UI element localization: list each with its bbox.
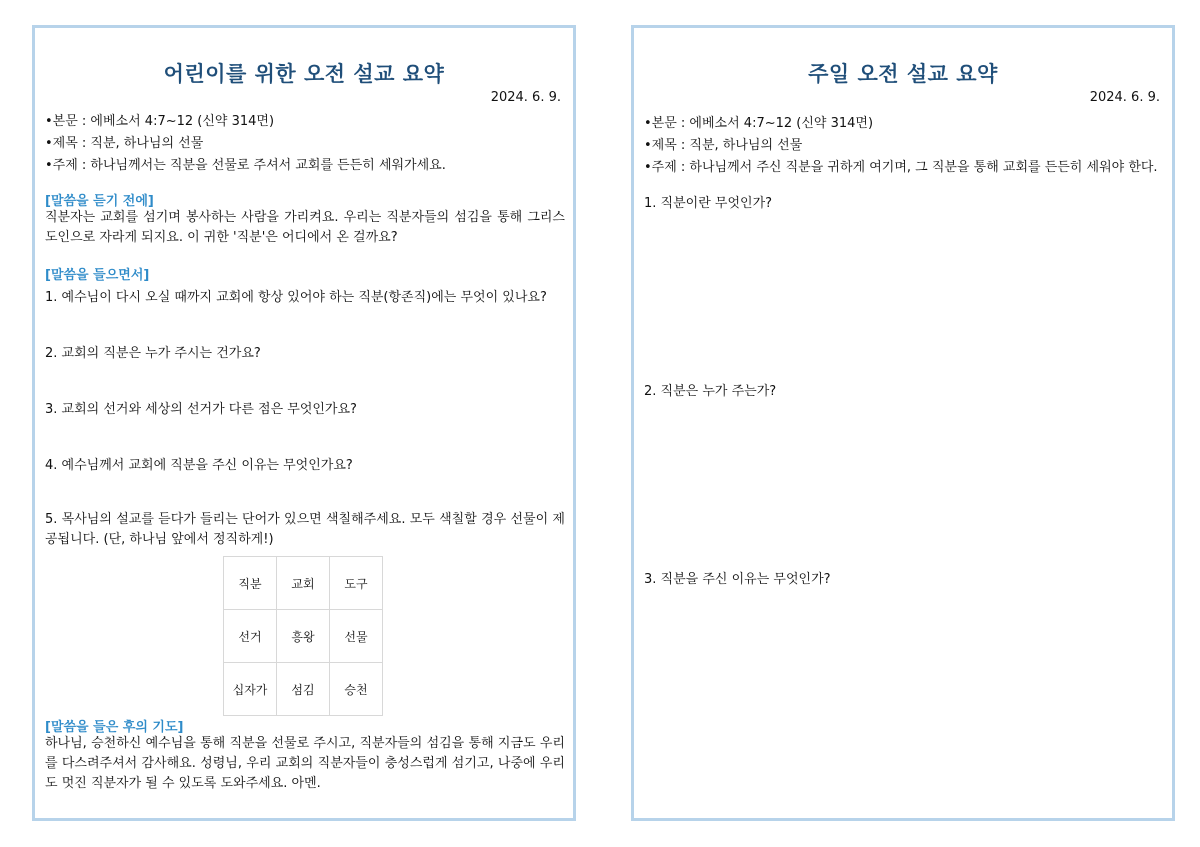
theme-line: •주제 : 하나님께서 주신 직분을 귀하게 여기며, 그 직분을 통해 교회를 든든히 세워야 한다. [644, 160, 1158, 175]
question-5: 5. 목사님의 설교를 듣다가 들리는 단어가 있으면 색칠해주세요. 모두 색칠할 경우 선물이 제공됩니다. (단, 하나님 앞에서 정직하게!) [45, 512, 565, 547]
scripture-line: •본문 : 에베소서 4:7~12 (신약 314면) [644, 116, 874, 131]
theme-line: •주제 : 하나님께서는 직분을 선물로 주셔서 교회를 든든히 세워가세요. [45, 158, 446, 173]
grid-cell[interactable]: 교회 [277, 557, 330, 610]
question-4: 4. 예수님께서 교회에 직분을 주신 이유는 무엇인가요? [45, 458, 353, 473]
sermon-date: 2024. 6. 9. [490, 90, 561, 105]
sermon-title-line: •제목 : 직분, 하나님의 선물 [45, 136, 204, 151]
question-2: 2. 교회의 직분은 누가 주시는 건가요? [45, 346, 261, 361]
question-2: 2. 직분은 누가 주는가? [644, 384, 777, 399]
grid-cell[interactable]: 섬김 [277, 663, 330, 716]
during-heading: [말씀을 들으면서] [45, 268, 150, 283]
question-1: 1. 예수님이 다시 오실 때까지 교회에 항상 있어야 하는 직분(항존직)에는 무엇이 있나요? [45, 290, 547, 305]
grid-cell[interactable]: 십자가 [224, 663, 277, 716]
sermon-title-line: •제목 : 직분, 하나님의 선물 [644, 138, 803, 153]
after-heading: [말씀을 들은 후의 기도] [45, 720, 184, 735]
grid-cell[interactable]: 선물 [330, 610, 383, 663]
before-text: 직분자는 교회를 섬기며 봉사하는 사람을 가리켜요. 우리는 직분자들의 섬김을 통해 그리스도인으로 자라게 되지요. 이 귀한 '직분'은 어디에서 온 걸까요? [45, 210, 565, 245]
adult-sermon-page [631, 25, 1175, 821]
question-3: 3. 직분을 주신 이유는 무엇인가? [644, 572, 831, 587]
grid-cell[interactable]: 흥왕 [277, 610, 330, 663]
grid-cell[interactable]: 선거 [224, 610, 277, 663]
grid-cell[interactable]: 직분 [224, 557, 277, 610]
grid-cell[interactable]: 승천 [330, 663, 383, 716]
before-heading: [말씀을 듣기 전에] [45, 194, 154, 209]
children-sermon-page [32, 25, 576, 821]
question-3: 3. 교회의 선거와 세상의 선거가 다른 점은 무엇인가요? [45, 402, 357, 417]
word-coloring-grid [223, 556, 383, 716]
grid-cell[interactable]: 도구 [330, 557, 383, 610]
prayer-text: 하나님, 승천하신 예수님을 통해 직분을 선물로 주시고, 직분자들의 섬김을 통해 지금도 우리를 다스려주셔서 감사해요. 성령님, 우리 교회의 직분자들이 충성스럽게 섬기고, 나중에 우리도 멋진 직분자가 될 수 있도록 도와주세요. 아멘. [45, 736, 565, 791]
page-title: 어린이를 위한 오전 설교 요약 [163, 62, 445, 86]
scripture-line: •본문 : 에베소서 4:7~12 (신약 314면) [45, 114, 275, 129]
question-1: 1. 직분이란 무엇인가? [644, 196, 773, 211]
page-title: 주일 오전 설교 요약 [808, 62, 998, 86]
sermon-date: 2024. 6. 9. [1089, 90, 1160, 105]
